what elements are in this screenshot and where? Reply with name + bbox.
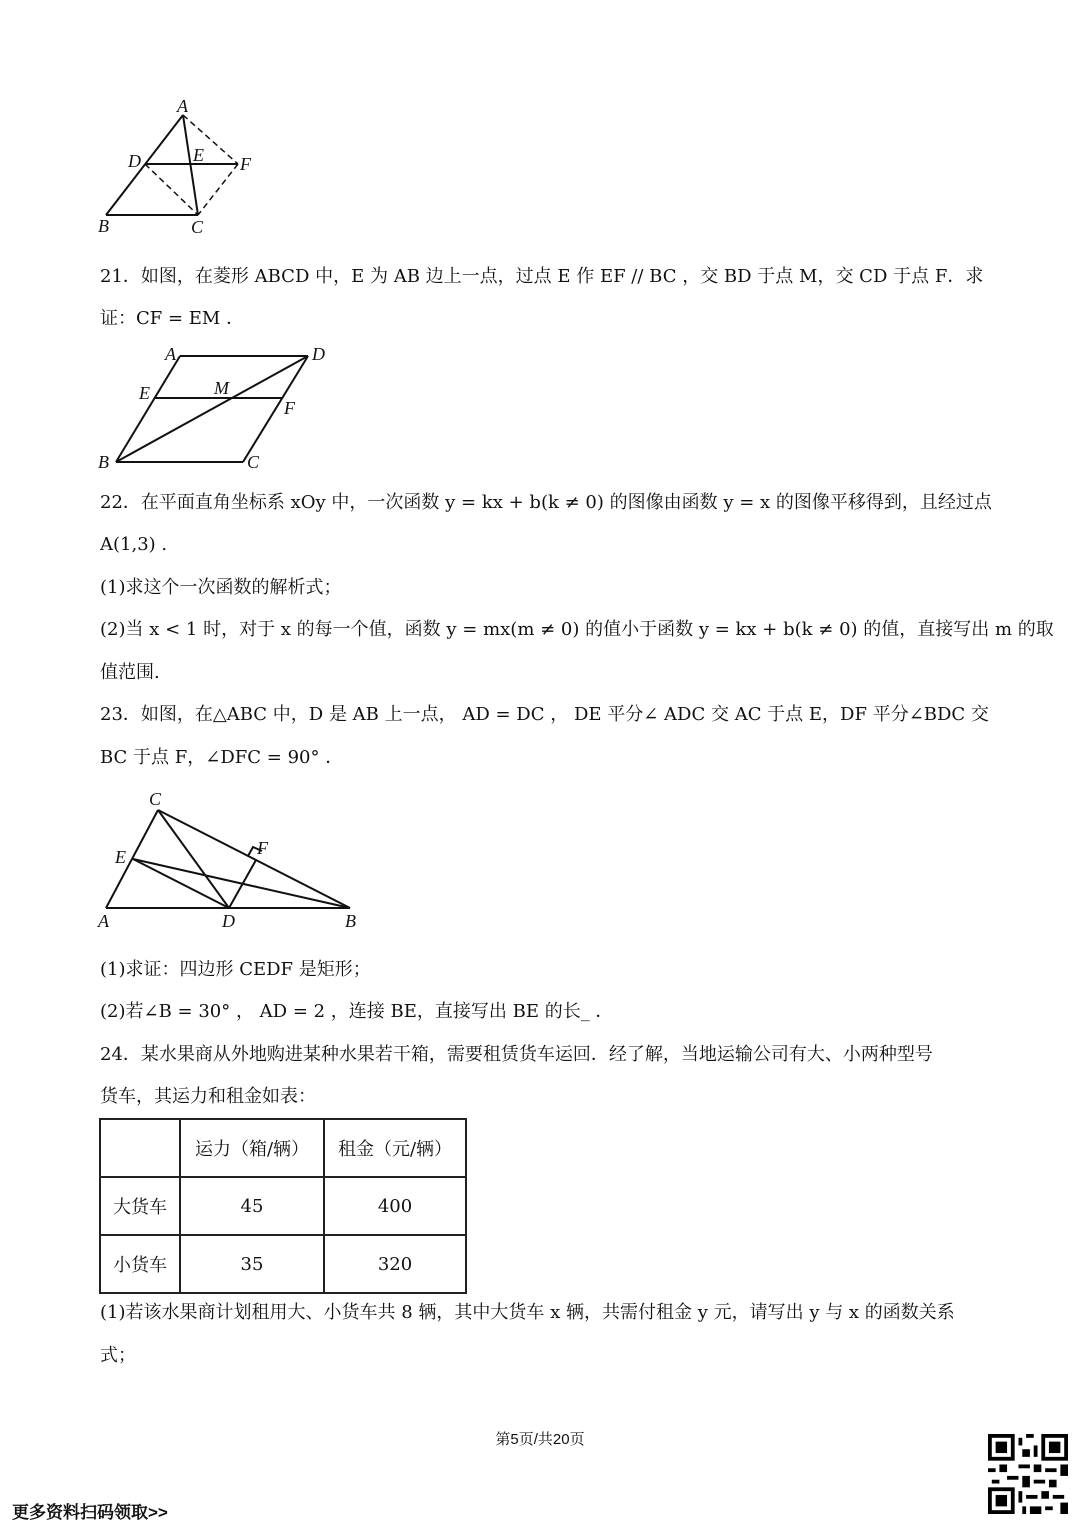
label-B: B [98, 216, 109, 236]
q23-text-line1: 23．如图，在△ABC 中，D 是 AB 上一点， AD = DC ， DE 平分∠ ADC 交 AC 于点 E，DF 平分∠BDC 交 [100, 704, 989, 725]
label-E: E [139, 383, 150, 403]
label-F: F [257, 838, 268, 858]
label-F: F [284, 398, 295, 418]
q22-text-line1: 22．在平面直角坐标系 xOy 中，一次函数 y = kx + b(k ≠ 0) 的图像由函数 y = x 的图像平移得到，且经过点 [100, 492, 992, 513]
q24-text-line1: 24．某水果商从外地购进某种水果若干箱，需要租赁货车运回．经了解，当地运输公司有大、小两种型号 [100, 1044, 933, 1065]
label-M: M [214, 378, 229, 398]
label-B: B [345, 911, 356, 931]
page-number: 第5页/共20页 [495, 1431, 585, 1448]
table-cell: 400 [324, 1177, 466, 1235]
q22-part2-line1: (2)当 x < 1 时，对于 x 的每一个值，函数 y = mx(m ≠ 0) 的值小于函数 y = kx + b(k ≠ 0) 的值，直接写出 m 的取 [100, 619, 1054, 640]
table-header-cell: 运力（箱/辆） [180, 1119, 324, 1177]
table-cell: 大货车 [100, 1177, 180, 1235]
label-D: D [312, 344, 325, 364]
q23-part1: (1)求证：四边形 CEDF 是矩形； [100, 959, 371, 980]
label-A: A [165, 344, 176, 364]
more-resources-link[interactable]: 更多资料扫码领取>> [12, 1503, 168, 1522]
q22-part2-line2: 值范围. [100, 662, 160, 683]
label-D: D [128, 151, 141, 171]
q21-text-line2: 证：CF = EM ． [100, 308, 245, 329]
table-header-row [100, 1119, 466, 1177]
q21-text-line1: 21．如图，在菱形 ABCD 中，E 为 AB 边上一点，过点 E 作 EF // BC ，交 BD 于点 M，交 CD 于点 F．求 [100, 266, 984, 287]
label-E: E [115, 847, 126, 867]
q23-part2: (2)若∠B = 30° ， AD = 2 ，连接 BE，直接写出 BE 的长_ ． [100, 1001, 614, 1022]
label-F: F [240, 154, 251, 174]
label-E: E [193, 145, 204, 165]
label-B: B [98, 452, 109, 472]
table-row [100, 1235, 466, 1293]
q22-part1: (1)求这个一次函数的解析式； [100, 577, 342, 598]
table-cell: 35 [180, 1235, 324, 1293]
q23-text-line2: BC 于点 F，∠DFC = 90° ． [100, 747, 344, 768]
qr-code-icon[interactable] [988, 1434, 1068, 1514]
q24-part1-line1: (1)若该水果商计划租用大、小货车共 8 辆，其中大货车 x 辆，共需付租金 y 元，请写出 y 与 x 的函数关系 [100, 1302, 955, 1323]
label-A: A [177, 96, 188, 116]
label-C: C [247, 452, 260, 472]
table-cell: 320 [324, 1235, 466, 1293]
freight-table [99, 1118, 467, 1294]
label-C: C [191, 217, 204, 237]
table-cell: 小货车 [100, 1235, 180, 1293]
table-header-cell: 租金（元/辆） [324, 1119, 466, 1177]
table-row [100, 1177, 466, 1235]
label-D: D [222, 911, 235, 931]
label-C: C [149, 789, 162, 809]
q24-text-line2: 货车，其运力和租金如表： [100, 1086, 316, 1107]
table-header-cell [100, 1119, 180, 1177]
table-cell: 45 [180, 1177, 324, 1235]
q24-part1-line2: 式； [100, 1345, 136, 1366]
label-A: A [98, 911, 109, 931]
q22-text-line2: A(1,3) . [100, 534, 168, 555]
